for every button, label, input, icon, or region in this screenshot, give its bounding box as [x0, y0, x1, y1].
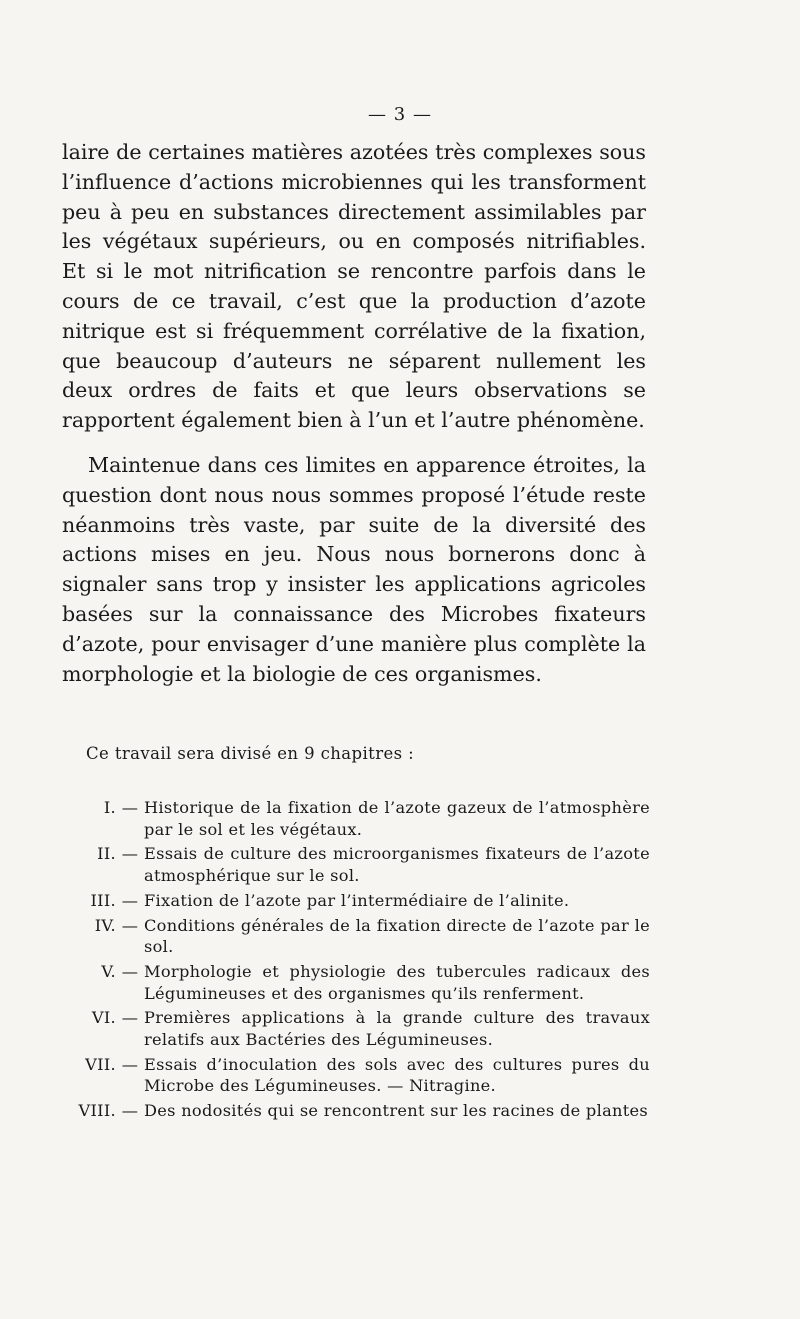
chapter-numeral: III. [90, 890, 116, 910]
chapter-dash: — [121, 1101, 139, 1121]
chapter-title: Des nodosités qui se rencontrent sur les racines de plantes [144, 1101, 649, 1121]
chapter-title: Morphologie et physiologie des tubercules radicaux des Légumineuses et des organismes qu’ils renferment. [144, 961, 650, 1003]
chapter-numeral: V. [101, 961, 116, 981]
chapter-list [60, 797, 650, 1125]
chapter-dash: — [121, 890, 139, 910]
chapter-title: Historique de la fixation de l’azote gazeux de l’atmosphère par le sol et les végétaux. [144, 798, 650, 839]
chapter-numeral: II. [97, 844, 116, 864]
chapter-numeral: VIII. [78, 1101, 116, 1121]
chapter-numeral: I. [103, 798, 116, 817]
chapter-item [60, 843, 650, 886]
chapter-item [60, 1100, 650, 1122]
body-paragraph: Maintenue dans ces limites en apparence étroites, la question dont nous nous sommes proposé l’étude reste néanmoins très vaste, par suite de la diversité des actions mises en jeu. Nous nous bornerons donc à signaler sans trop y insister les applications agricoles basées sur la connaissance des Microbes fixateurs d’azote, pour envisager d’une manière plus complète la morphologie et la biologie de ces organismes. [62, 453, 646, 686]
chapter-numeral: VI. [91, 1008, 116, 1028]
chapter-dash: — [121, 1008, 139, 1028]
chapter-item [60, 890, 650, 912]
chapter-list-intro: Ce travail sera divisé en 9 chapitres : [86, 744, 415, 763]
chapter-dash: — [121, 798, 139, 817]
chapter-title: Fixation de l’azote par l’intermédiaire de l’alinite. [144, 890, 570, 910]
chapter-item [60, 961, 650, 1004]
chapter-dash: — [121, 961, 139, 981]
chapter-numeral: VII. [85, 1054, 116, 1074]
chapter-title: Conditions générales de la fixation directe de l’azote par le sol. [144, 915, 650, 957]
chapter-title: Essais d’inoculation des sols avec des cultures pures du Microbe des Légumineuses. — Nitragine. [144, 1054, 650, 1096]
chapter-title: Essais de culture des microorganismes fixateurs de l’azote atmosphérique sur le sol. [144, 844, 650, 886]
chapter-numeral: IV. [94, 915, 116, 935]
chapter-item [60, 1054, 650, 1097]
chapter-item [60, 1007, 650, 1050]
page-number: — 3 — [368, 104, 432, 125]
chapter-dash: — [121, 915, 139, 935]
chapter-item [60, 797, 650, 840]
chapter-title: Premières applications à la grande culture des travaux relatifs aux Bactéries des Légumineuses. [144, 1008, 650, 1050]
chapter-item [60, 915, 650, 958]
chapter-dash: — [121, 1054, 139, 1074]
body-paragraph: laire de certaines matières azotées très complexes sous l’influence d’actions microbiennes qui les transforment peu à peu en substances directement assimilables par les végétaux supérieurs, ou en composés nitrifiables. Et si le mot nitrification se rencontre parfois dans le cours de ce travail, c’est que la production d’azote nitrique est si fréquemment corrélative de la fixation, que beaucoup d’auteurs ne séparent nullement les deux ordres de faits et que leurs observations se rapportent également bien à l’un et l’autre phénomène. [62, 140, 646, 433]
chapter-dash: — [121, 844, 139, 864]
